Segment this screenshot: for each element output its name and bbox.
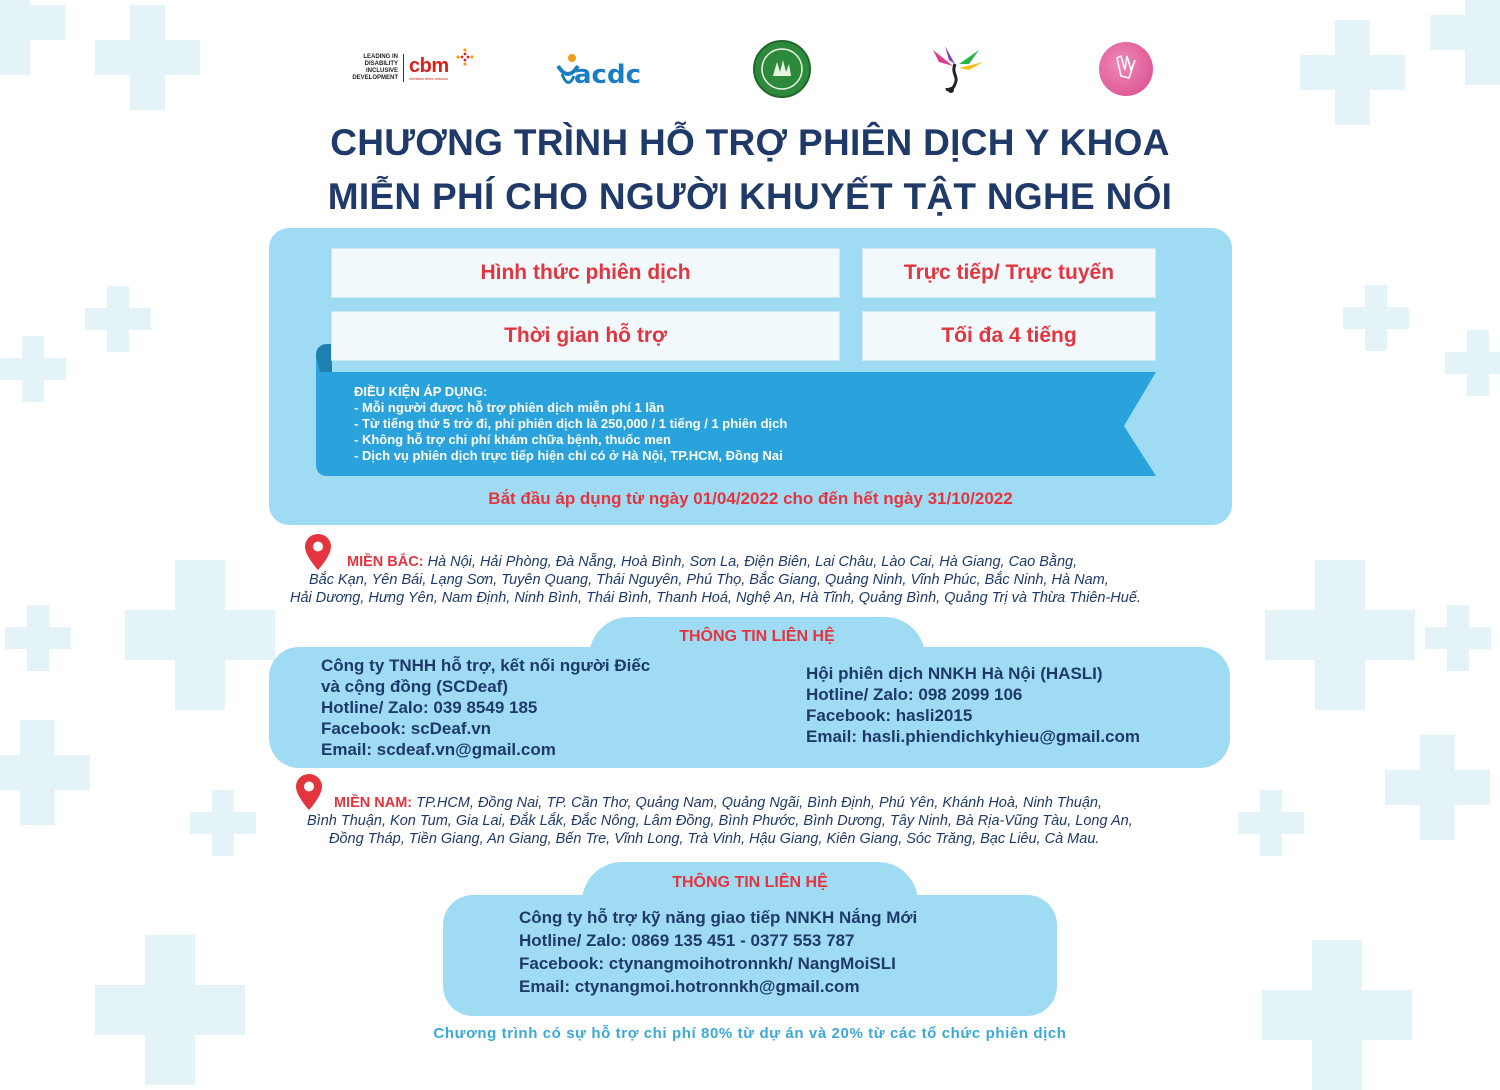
plus-cross-icon <box>1238 790 1304 856</box>
cbm-tagline: LEADING IN DISABILITY INCLUSIVE DEVELOPMENT <box>336 54 404 82</box>
email: Email: ctynangmoi.hotronnkh@gmail.com <box>519 977 860 996</box>
contact-heading: THÔNG TIN LIÊN HỆ <box>679 628 835 645</box>
plus-cross-icon <box>1265 560 1415 710</box>
conditions-list <box>354 384 787 464</box>
page-title-line2: MIỄN PHÍ CHO NGƯỜI KHUYẾT TẬT NGHE NÓI <box>327 176 1173 217</box>
condition-item: - Mỗi người được hỗ trợ phiên dịch miễn phí 1 lần <box>354 400 665 415</box>
plus-cross-icon <box>0 0 65 75</box>
south-line2: Bình Thuận, Kon Tum, Gia Lai, Đắk Lắk, Đắc Nông, Lâm Đồng, Bình Phước, Bình Dương, Tây Ninh, Bà Rịa-Vũng Tàu, Long An, <box>307 813 1133 829</box>
time-value-box <box>862 311 1156 361</box>
acdc-wordmark: acdc <box>574 60 641 90</box>
email: Email: hasli.phiendichkyhieu@gmail.com <box>806 727 1140 746</box>
south-line3: Đồng Tháp, Tiền Giang, An Giang, Bến Tre, Vĩnh Long, Trà Vinh, Hậu Giang, Kiên Giang, Sóc Trăng, Bạc Liêu, Cà Mau. <box>329 831 1100 847</box>
email: Email: scdeaf.vn@gmail.com <box>321 740 556 759</box>
plus-cross-icon <box>95 5 200 110</box>
cbm-wordmark: cbm <box>409 54 449 77</box>
time-label: Thời gian hỗ trợ <box>504 324 667 347</box>
contact-heading: THÔNG TIN LIÊN HỆ <box>672 874 828 891</box>
facebook: Facebook: scDeaf.vn <box>321 719 492 738</box>
hotline: Hotline/ Zalo: 098 2099 106 <box>806 685 1023 704</box>
hands-icon <box>755 42 809 96</box>
form-value-box <box>862 248 1156 298</box>
condition-item: - Không hỗ trợ chi phí khám chữa bệnh, thuốc men <box>354 432 671 447</box>
org-name: Công ty hỗ trợ kỹ năng giao tiếp NNKH Nắng Mới <box>519 908 918 927</box>
plus-cross-icon <box>1385 735 1490 840</box>
bird-icon <box>925 44 987 98</box>
plus-cross-icon <box>1430 0 1500 85</box>
facebook: Facebook: ctynangmoihotronnkh/ NangMoiSLI <box>519 954 896 973</box>
form-label: Hình thức phiên dịch <box>480 261 691 284</box>
plus-cross-icon <box>125 560 275 710</box>
acdc-logo <box>552 46 644 92</box>
plus-cross-icon <box>190 790 256 856</box>
cbm-logo <box>336 44 486 92</box>
form-label-box <box>331 248 840 298</box>
plus-cross-icon <box>1262 940 1412 1090</box>
validity-dates: Bắt đầu áp dụng từ ngày 01/04/2022 cho đến hết ngày 31/10/2022 <box>488 489 1013 508</box>
north-line2: Bắc Kạn, Yên Bái, Lạng Sơn, Tuyên Quang, Thái Nguyên, Phú Thọ, Bắc Giang, Quảng Ninh, Vĩnh Phúc, Bắc Ninh, Hà Nam, <box>309 572 1109 588</box>
plus-cross-icon <box>0 720 90 825</box>
plus-cross-icon <box>5 605 71 671</box>
contact-north-left <box>321 655 650 760</box>
cbm-dots-icon <box>456 48 474 66</box>
south-label: MIỀN NAM: <box>334 795 413 811</box>
condition-item: - Dịch vụ phiên dịch trực tiếp hiện chỉ có ở Hà Nội, TP.HCM, Đồng Nai <box>354 448 783 463</box>
north-regions <box>290 553 1141 607</box>
north-line1: Hà Nội, Hải Phòng, Đà Nẵng, Hoà Bình, Sơn La, Điện Biên, Lai Châu, Lào Cai, Hà Giang, Cao Bằng, <box>427 554 1078 570</box>
hand-sign-icon <box>1099 42 1153 96</box>
facebook: Facebook: hasli2015 <box>806 706 973 725</box>
contact-south <box>519 906 917 998</box>
plus-cross-icon <box>1425 605 1491 671</box>
pink-circle-logo <box>1099 42 1153 96</box>
hotline: Hotline/ Zalo: 0869 135 451 - 0377 553 787 <box>519 931 855 950</box>
bird-music-logo <box>925 44 987 98</box>
time-label-box <box>331 311 840 361</box>
south-line1: TP.HCM, Đồng Nai, TP. Cần Thơ, Quảng Nam, Quảng Ngãi, Bình Định, Phú Yên, Khánh Hoà, Ninh Thuận, <box>416 795 1102 811</box>
north-label: MIỀN BẮC: <box>347 554 424 570</box>
plus-cross-icon <box>0 336 66 402</box>
conditions-heading: ĐIỀU KIỆN ÁP DỤNG: <box>354 384 488 399</box>
contact-north-right <box>806 663 1140 747</box>
plus-cross-icon <box>95 935 245 1085</box>
hotline: Hotline/ Zalo: 039 8549 185 <box>321 698 538 717</box>
hands-circle-logo <box>753 40 811 98</box>
funding-note: Chương trình có sự hỗ trợ chi phí 80% từ dự án và 20% từ các tổ chức phiên dịch <box>433 1025 1067 1042</box>
plus-cross-icon <box>1445 330 1500 396</box>
org-name: Hội phiên dịch NNKH Hà Nội (HASLI) <box>806 664 1103 683</box>
north-line3: Hải Dương, Hưng Yên, Nam Định, Ninh Bình, Thái Bình, Thanh Hoá, Nghệ An, Hà Tĩnh, Quảng Bình, Quảng Trị và Thừa Thiên-Huế. <box>290 590 1141 606</box>
plus-cross-icon <box>1300 20 1405 125</box>
cbm-subtitle: christian blind mission <box>409 75 449 81</box>
form-value: Trực tiếp/ Trực tuyến <box>903 261 1115 284</box>
page-title-line1: CHƯƠNG TRÌNH HỖ TRỢ PHIÊN DỊCH Y KHOA <box>330 122 1170 163</box>
org-name-cont: và cộng đồng (SCDeaf) <box>321 677 509 696</box>
plus-cross-icon <box>1343 285 1409 351</box>
org-name: Công ty TNHH hỗ trợ, kết nối người Điếc <box>321 656 651 675</box>
time-value: Tối đa 4 tiếng <box>941 324 1077 347</box>
plus-cross-icon <box>85 286 151 352</box>
condition-item: - Từ tiếng thứ 5 trở đi, phí phiên dịch là 250,000 / 1 tiếng / 1 phiên dịch <box>354 416 788 431</box>
south-regions <box>307 794 1133 848</box>
